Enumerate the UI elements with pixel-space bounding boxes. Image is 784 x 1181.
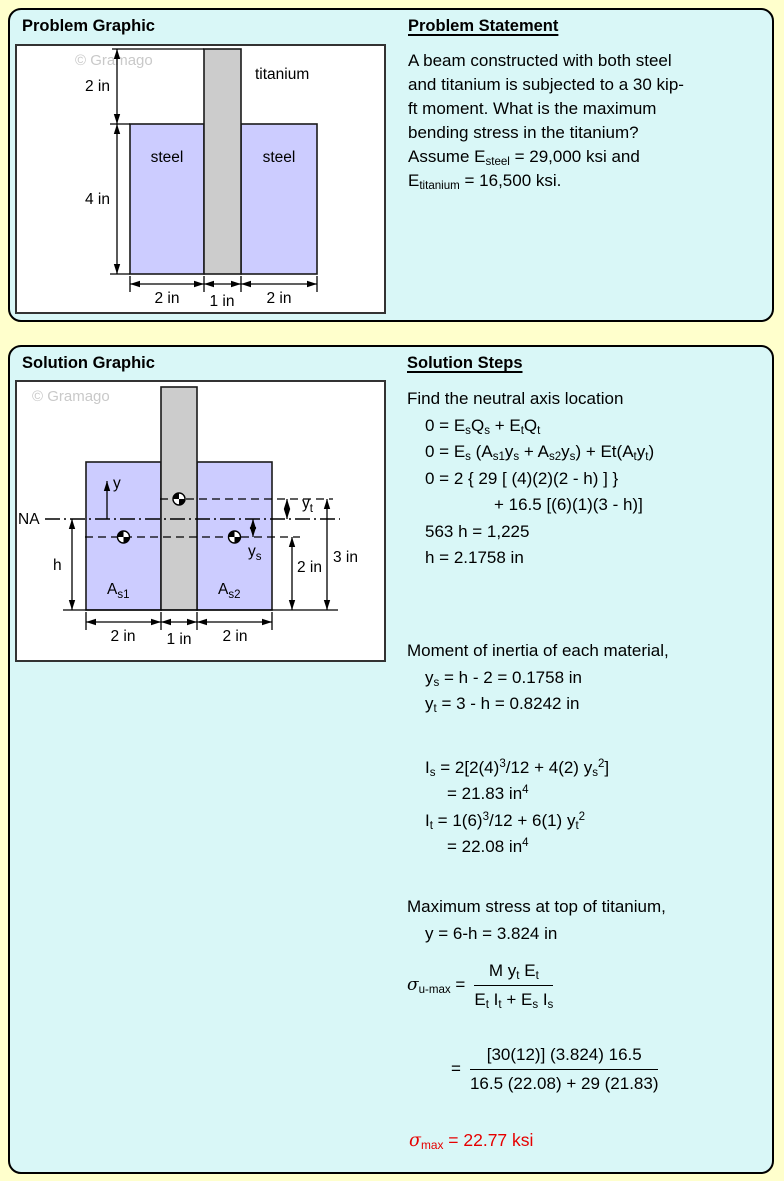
- moment-of-inertia-step-group: [407, 638, 779, 861]
- step-line: + 16.5 [(6)(1)(3 - h)]: [494, 495, 643, 514]
- steel-right-label: steel: [262, 149, 296, 166]
- steel-right-centroid-symbol: [229, 531, 241, 543]
- problem-graphic-diagram: [15, 44, 386, 314]
- area-s2-label: $A_{s2}$: [218, 581, 241, 601]
- solution-panel: [8, 345, 774, 1174]
- dim-bottom-left-label: 2 in: [110, 628, 136, 645]
- dim-bottom-right-label: 2 in: [266, 290, 292, 307]
- solution-graphic-title: Solution Graphic: [22, 354, 155, 372]
- dim-bottom-right-label: 2 in: [222, 628, 248, 645]
- problem-statement-title: Problem Statement: [408, 17, 559, 35]
- problem-statement: [408, 17, 772, 193]
- maximum-stress-step-group: [407, 894, 779, 947]
- final-result: $\sigma_{max} = 22.77$ ksi: [409, 1130, 534, 1153]
- h-label: h: [53, 557, 62, 574]
- solution-steps-title: Solution Steps: [407, 354, 523, 372]
- stress-numeric-fraction: [407, 1044, 658, 1094]
- step-line: Moment of inertia of each material,: [407, 641, 669, 660]
- step-line: $y_t = 3 - h = 0.8242$ in: [425, 694, 580, 716]
- problem-panel: [8, 8, 774, 322]
- dim-2in-right-label: 2 in: [297, 559, 322, 576]
- fraction: [470, 1044, 659, 1094]
- fraction-numerator: M $y_t$ $E_t$: [474, 960, 553, 986]
- neutral-axis-label: NA: [18, 511, 40, 528]
- step-line: h = 2.1758 in: [425, 548, 524, 567]
- watermark: © Gramago: [75, 52, 153, 69]
- steel-left-centroid-symbol: [118, 531, 130, 543]
- step-line: Maximum stress at top of titanium,: [407, 897, 666, 916]
- step-line: $0 = E_s$ $(A_{s1}y_s + A_{s2}y_s) + Et(A_ty_t)$: [425, 442, 655, 464]
- fraction-numerator: [30(12)] (3.824) 16.5: [470, 1044, 659, 1070]
- step-line: Find the neutral axis location: [407, 389, 624, 408]
- step-line: $I_s = 2[2(4)^3/12 + 4(2)$ $y_s^2$]: [425, 757, 610, 779]
- step-line: y = 6-h = 3.824 in: [425, 923, 558, 943]
- titanium-label: titanium: [255, 66, 310, 83]
- neutral-axis-step-group: [407, 386, 779, 572]
- dim-2in-top-label: 2 in: [85, 78, 110, 95]
- y-axis-label: y: [113, 475, 121, 492]
- fraction-denominator: $E_t$ $I_t + E_s$ $I_s$: [474, 990, 554, 1012]
- step-line: 0 = 2 { 29 [ (4)(2)(2 - h) ] }: [425, 468, 619, 488]
- steel-left-label: steel: [150, 149, 184, 166]
- titanium-rect: [204, 49, 241, 274]
- spacer: [407, 718, 779, 755]
- stress-formula-fraction: [407, 960, 553, 1010]
- titanium-centroid-symbol: [173, 493, 185, 505]
- problem-statement-text: A beam constructed with both steel and titanium is subjected to a 30 kip- ft moment. What is the maximum bending stress in the titanium? Assume $E_{steel} = 29,000$ ksi and $E_{titanium} = 16,500$ ksi.: [408, 51, 684, 193]
- fraction-lhs: $\sigma_{u-max}$ =: [407, 975, 466, 997]
- yt-label: $y_t$: [302, 495, 313, 515]
- step-line: 563 h = 1,225: [425, 521, 530, 541]
- dim-bottom-left-label: 2 in: [154, 290, 180, 307]
- steel-left-rect: [130, 124, 204, 274]
- step-line: $0 = E_sQ_s + E_tQ_t$: [425, 415, 541, 437]
- step-line: $y_s = h - 2 = 0.1758$ in: [425, 667, 582, 689]
- fraction-lhs: =: [451, 1059, 461, 1078]
- dim-bottom-mid-label: 1 in: [166, 631, 192, 648]
- problem-graphic-title: Problem Graphic: [22, 17, 155, 35]
- dim-4in-label: 4 in: [85, 191, 110, 208]
- steel-right-rect: [241, 124, 317, 274]
- fraction: [474, 960, 553, 1010]
- dim-bottom-mid-label: 1 in: [209, 293, 235, 310]
- step-line: = 22.08 $in^4$: [447, 837, 529, 856]
- dim-3in-label: 3 in: [333, 549, 358, 566]
- watermark: © Gramago: [32, 388, 110, 405]
- solution-steps: [407, 354, 779, 1164]
- fraction-denominator: 16.5 (22.08) + 29 (21.83): [469, 1074, 659, 1093]
- ys-label: $y_s$: [248, 543, 262, 563]
- step-line: $I_t = 1(6)^3/12 + 6(1)$ $y_t^2$: [425, 810, 586, 832]
- area-s1-label: $A_{s1}$: [107, 581, 130, 601]
- step-line: = 21.83 $in^4$: [447, 784, 529, 803]
- solution-graphic-diagram: [15, 380, 386, 662]
